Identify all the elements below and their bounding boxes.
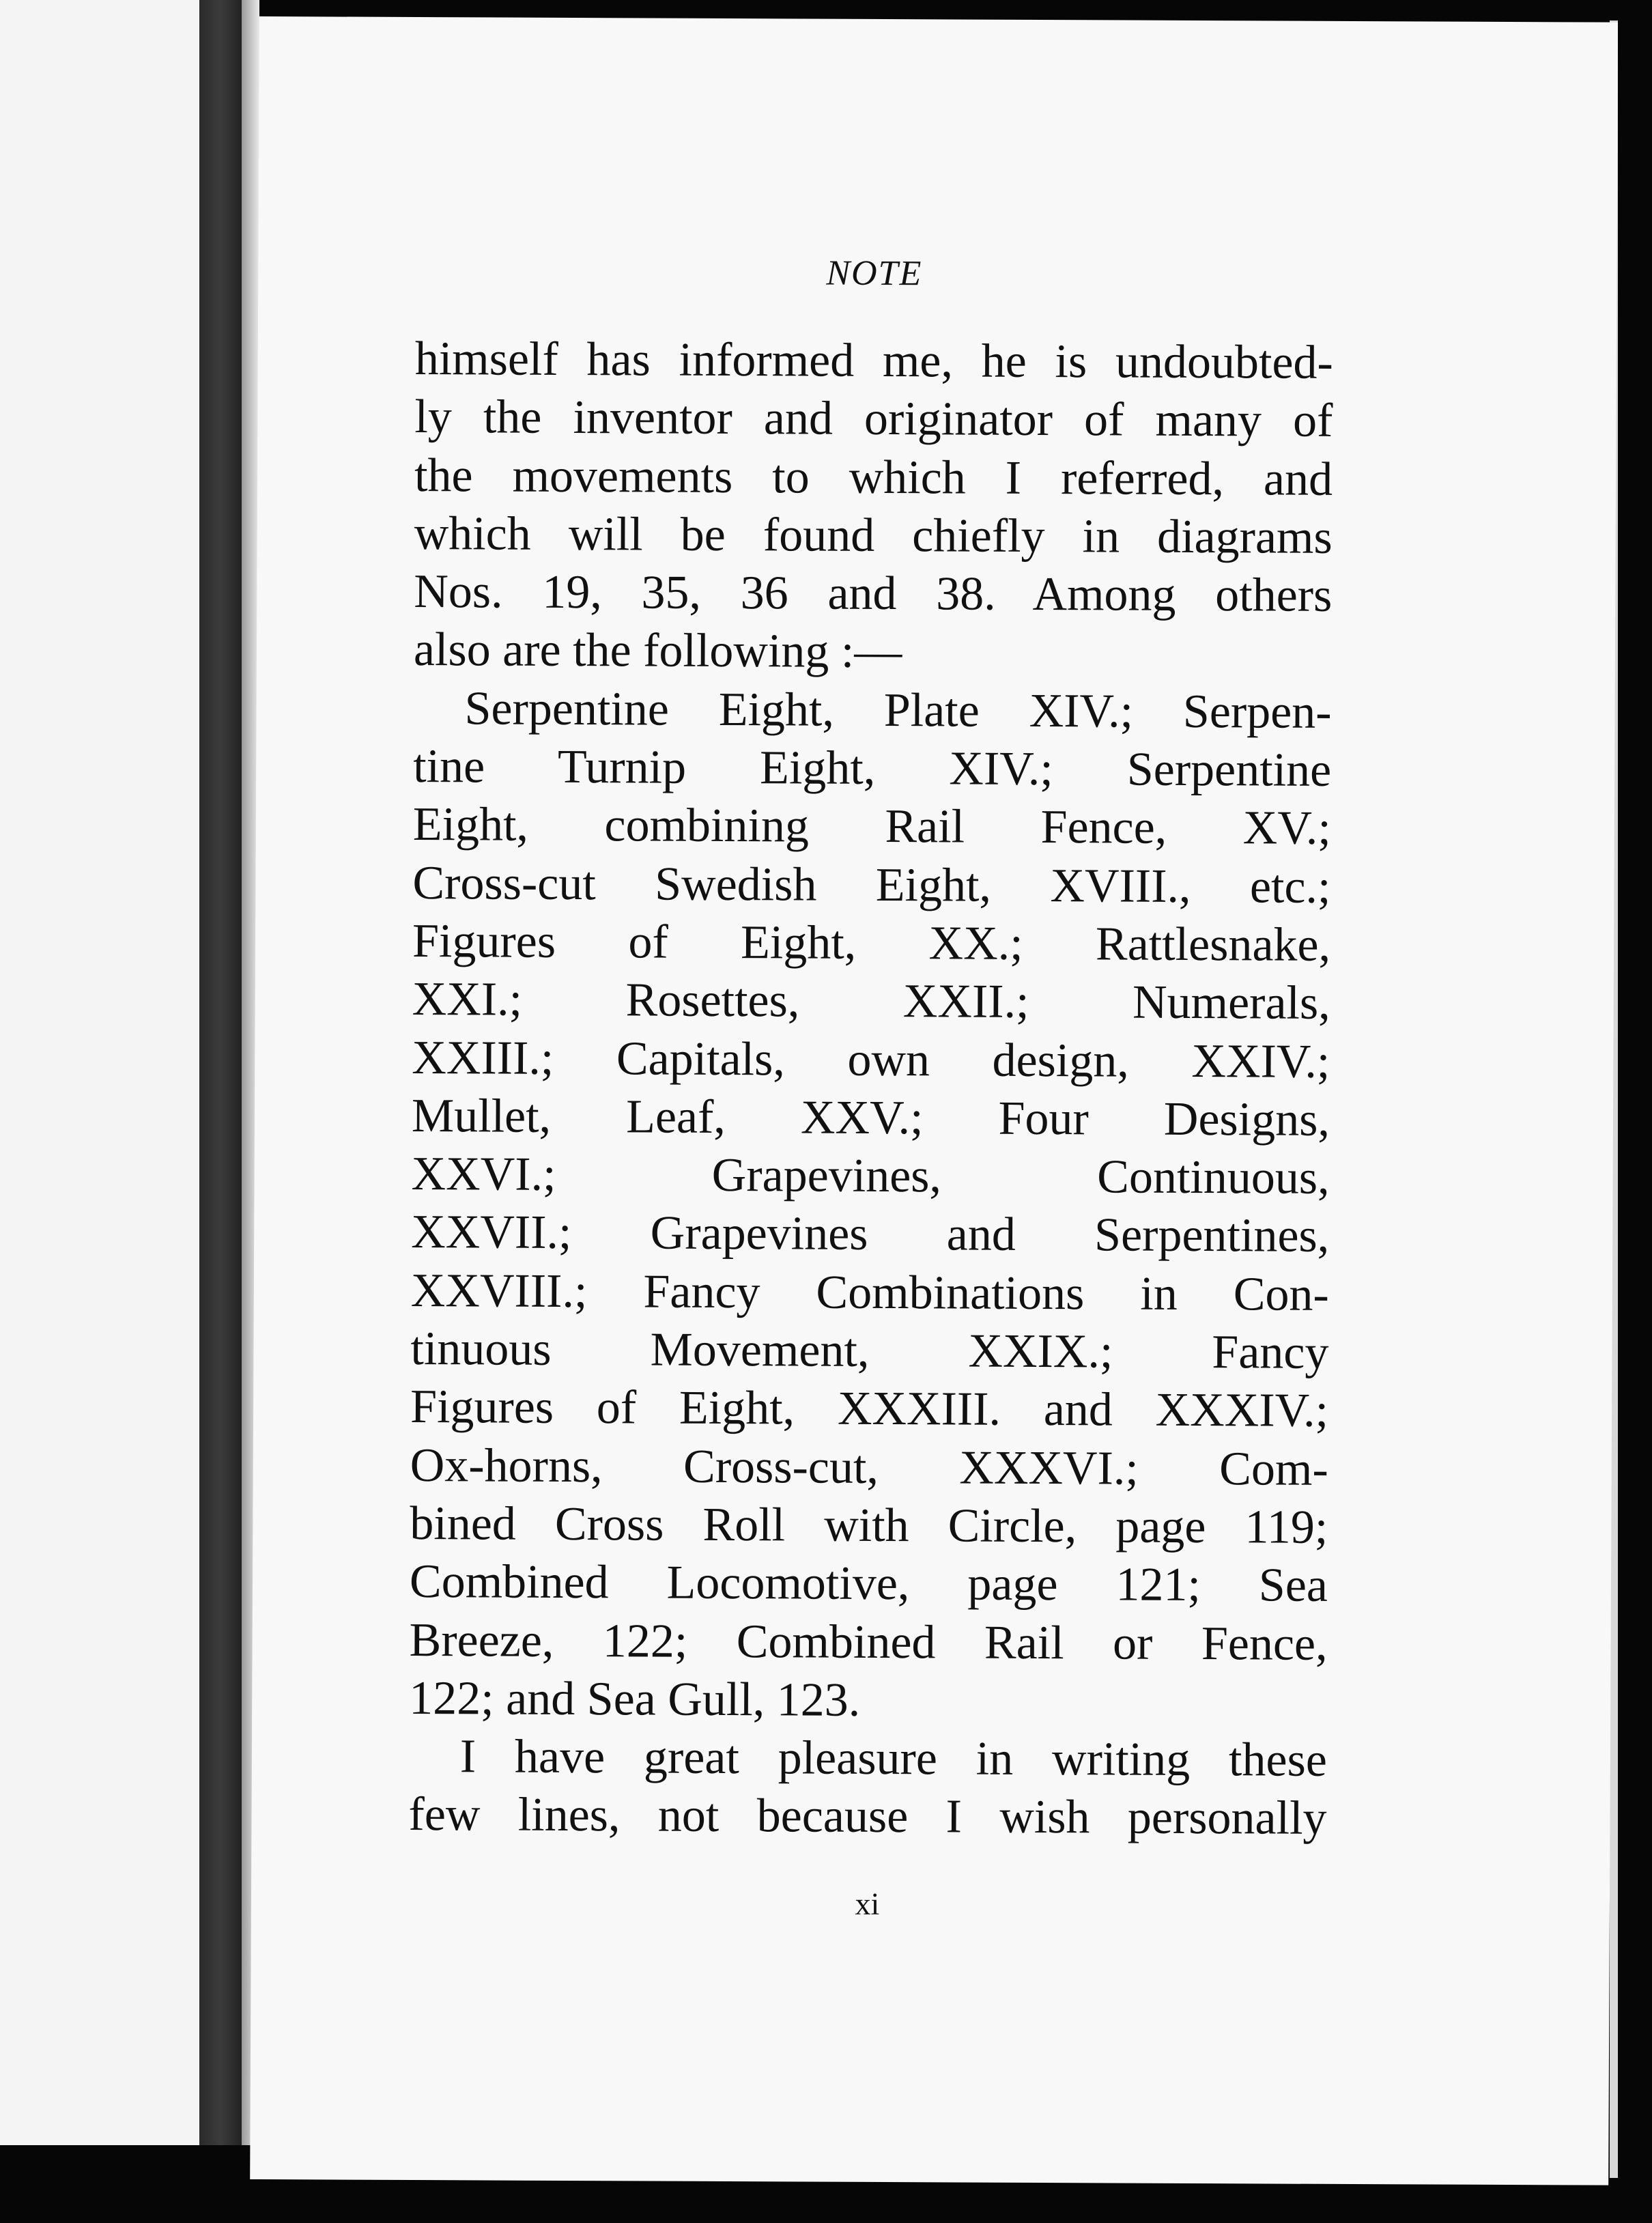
text-block [408,242,1334,1921]
text-line: XXIII.; Capitals, own design, XXIV.; [412,1031,1330,1088]
text-line: Nos. 19, 35, 36 and 38. Among others [414,565,1333,623]
running-head: NOTE [826,253,923,294]
text-line: bined Cross Roll with Circle, page 119; [410,1497,1328,1554]
text-line: XXVI.; Grapevines, Continuous, [411,1148,1330,1205]
text-line: Breeze, 122; Combined Rail or Fence, [409,1613,1328,1671]
text-line: tinuous Movement, XXIX.; Fancy [410,1322,1329,1379]
text-line: Figures of Eight, XXXIII. and XXXIV.; [410,1380,1329,1438]
text-line: Combined Locomotive, page 121; Sea [409,1555,1328,1613]
text-line: the movements to which I referred, and [414,449,1333,506]
text-line: Ox-horns, Cross-cut, XXXVI.; Com- [410,1439,1328,1496]
text-line: also are the following :— [413,623,902,679]
text-line: Eight, combining Rail Fence, XV.; [412,798,1331,855]
text-line: I have great pleasure in writing these [459,1730,1328,1787]
text-line: Cross-cut Swedish Eight, XVIII., etc.; [412,856,1331,914]
text-line: himself has informed me, he is undoubted- [414,332,1333,389]
text-line: which will be found chiefly in diagrams [414,507,1333,564]
book-page [250,16,1618,2185]
text-line: XXVII.; Grapevines and Serpentines, [411,1206,1330,1263]
text-line: Serpentine Eight, Plate XIV.; Serpen- [464,682,1332,739]
text-line: XXI.; Rosettes, XXII.; Numerals, [412,973,1330,1030]
page-number: xi [855,1886,880,1921]
text-line: Mullet, Leaf, XXV.; Four Designs, [411,1089,1330,1146]
text-line: tine Turnip Eight, XIV.; Serpentine [413,740,1332,797]
facing-page-edge [0,0,199,2145]
text-line: 122; and Sea Gull, 123. [409,1671,861,1727]
book-gutter [199,0,242,2145]
text-line: XXVIII.; Fancy Combinations in Con- [410,1264,1330,1321]
body-text [408,330,1333,1848]
text-line: Figures of Eight, XX.; Rattlesnake, [412,914,1331,972]
text-line: ly the inventor and originator of many of [414,391,1333,448]
text-line: few lines, not because I wish personally [408,1788,1327,1845]
